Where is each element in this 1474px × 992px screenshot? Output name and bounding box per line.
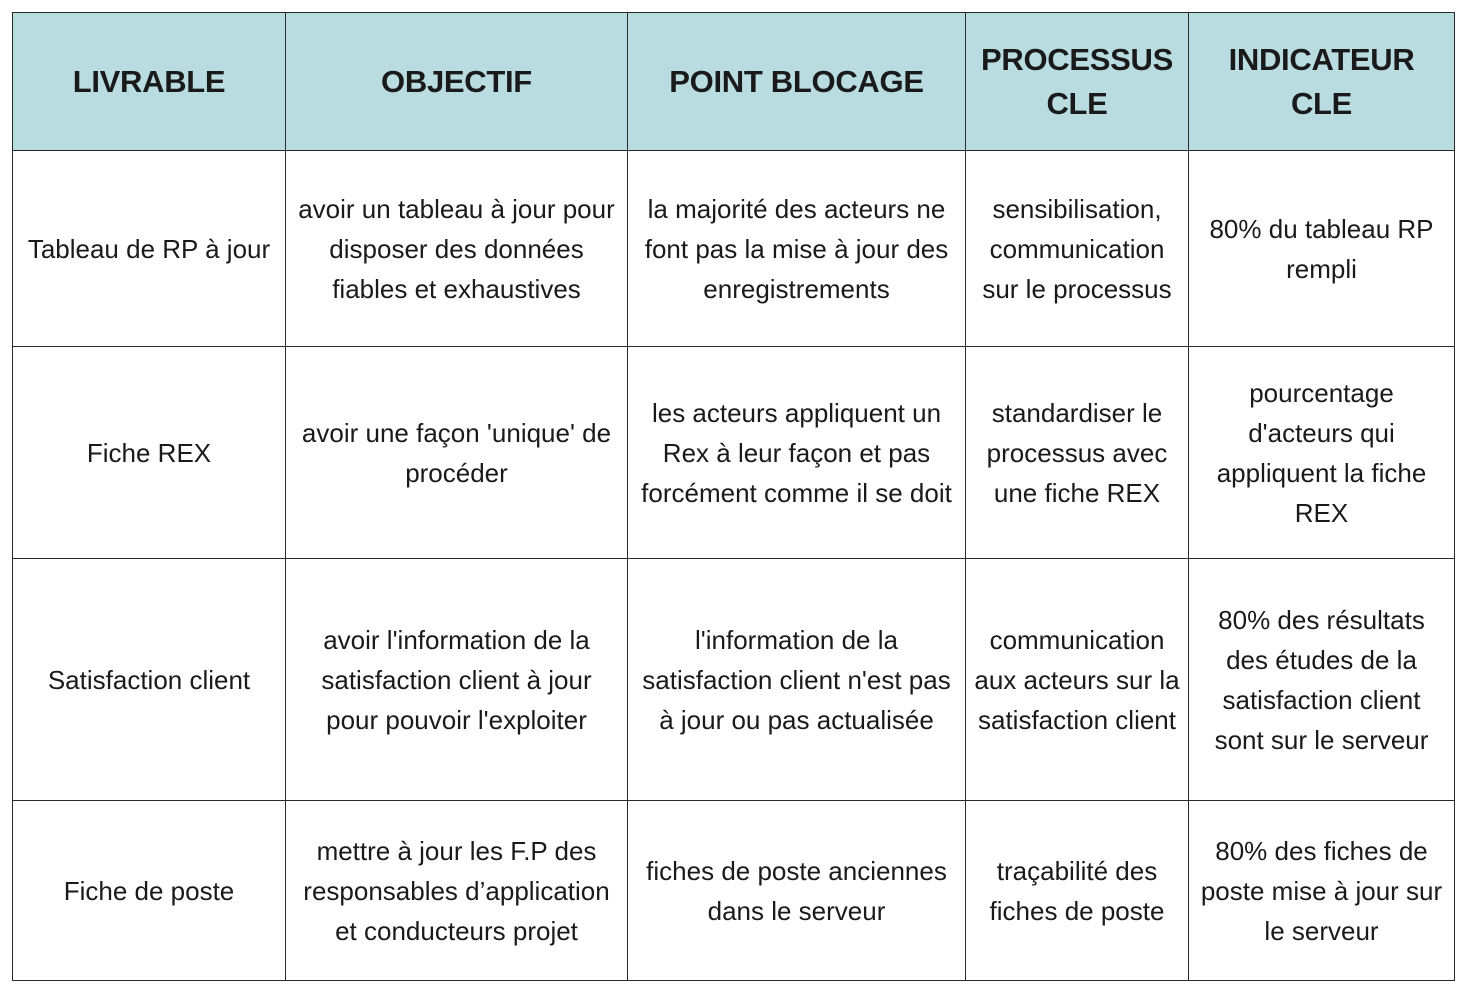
- cell-livrable: Tableau de RP à jour: [13, 151, 286, 347]
- cell-livrable: Fiche REX: [13, 347, 286, 559]
- cell-point-blocage: l'information de la satisfaction client n'est pas à jour ou pas actualisée: [628, 559, 966, 801]
- header-indicateur-cle: INDICATEUR CLE: [1189, 13, 1455, 151]
- cell-objectif: avoir un tableau à jour pour disposer des données fiables et exhaustives: [286, 151, 628, 347]
- table-header-row: [13, 13, 1455, 151]
- header-point-blocage: POINT BLOCAGE: [628, 13, 966, 151]
- kpi-table: [12, 12, 1455, 981]
- cell-objectif: mettre à jour les F.P des responsables d’application et conducteurs projet: [286, 801, 628, 981]
- cell-processus-cle: sensibilisation, communication sur le processus: [966, 151, 1189, 347]
- cell-processus-cle: traçabilité des fiches de poste: [966, 801, 1189, 981]
- cell-indicateur-cle: 80% des fiches de poste mise à jour sur le serveur: [1189, 801, 1455, 981]
- cell-indicateur-cle: 80% du tableau RP rempli: [1189, 151, 1455, 347]
- header-processus-cle: PROCESSUS CLE: [966, 13, 1189, 151]
- table-row: [13, 151, 1455, 347]
- header-livrable: LIVRABLE: [13, 13, 286, 151]
- cell-point-blocage: les acteurs appliquent un Rex à leur façon et pas forcément comme il se doit: [628, 347, 966, 559]
- cell-point-blocage: fiches de poste anciennes dans le serveur: [628, 801, 966, 981]
- table-row: [13, 347, 1455, 559]
- cell-indicateur-cle: 80% des résultats des études de la satisfaction client sont sur le serveur: [1189, 559, 1455, 801]
- table-row: [13, 559, 1455, 801]
- cell-livrable: Fiche de poste: [13, 801, 286, 981]
- cell-objectif: avoir une façon 'unique' de procéder: [286, 347, 628, 559]
- table-row: [13, 801, 1455, 981]
- cell-processus-cle: communication aux acteurs sur la satisfaction client: [966, 559, 1189, 801]
- cell-point-blocage: la majorité des acteurs ne font pas la mise à jour des enregistrements: [628, 151, 966, 347]
- cell-objectif: avoir l'information de la satisfaction client à jour pour pouvoir l'exploiter: [286, 559, 628, 801]
- cell-livrable: Satisfaction client: [13, 559, 286, 801]
- cell-indicateur-cle: pourcentage d'acteurs qui appliquent la fiche REX: [1189, 347, 1455, 559]
- cell-processus-cle: standardiser le processus avec une fiche REX: [966, 347, 1189, 559]
- header-objectif: OBJECTIF: [286, 13, 628, 151]
